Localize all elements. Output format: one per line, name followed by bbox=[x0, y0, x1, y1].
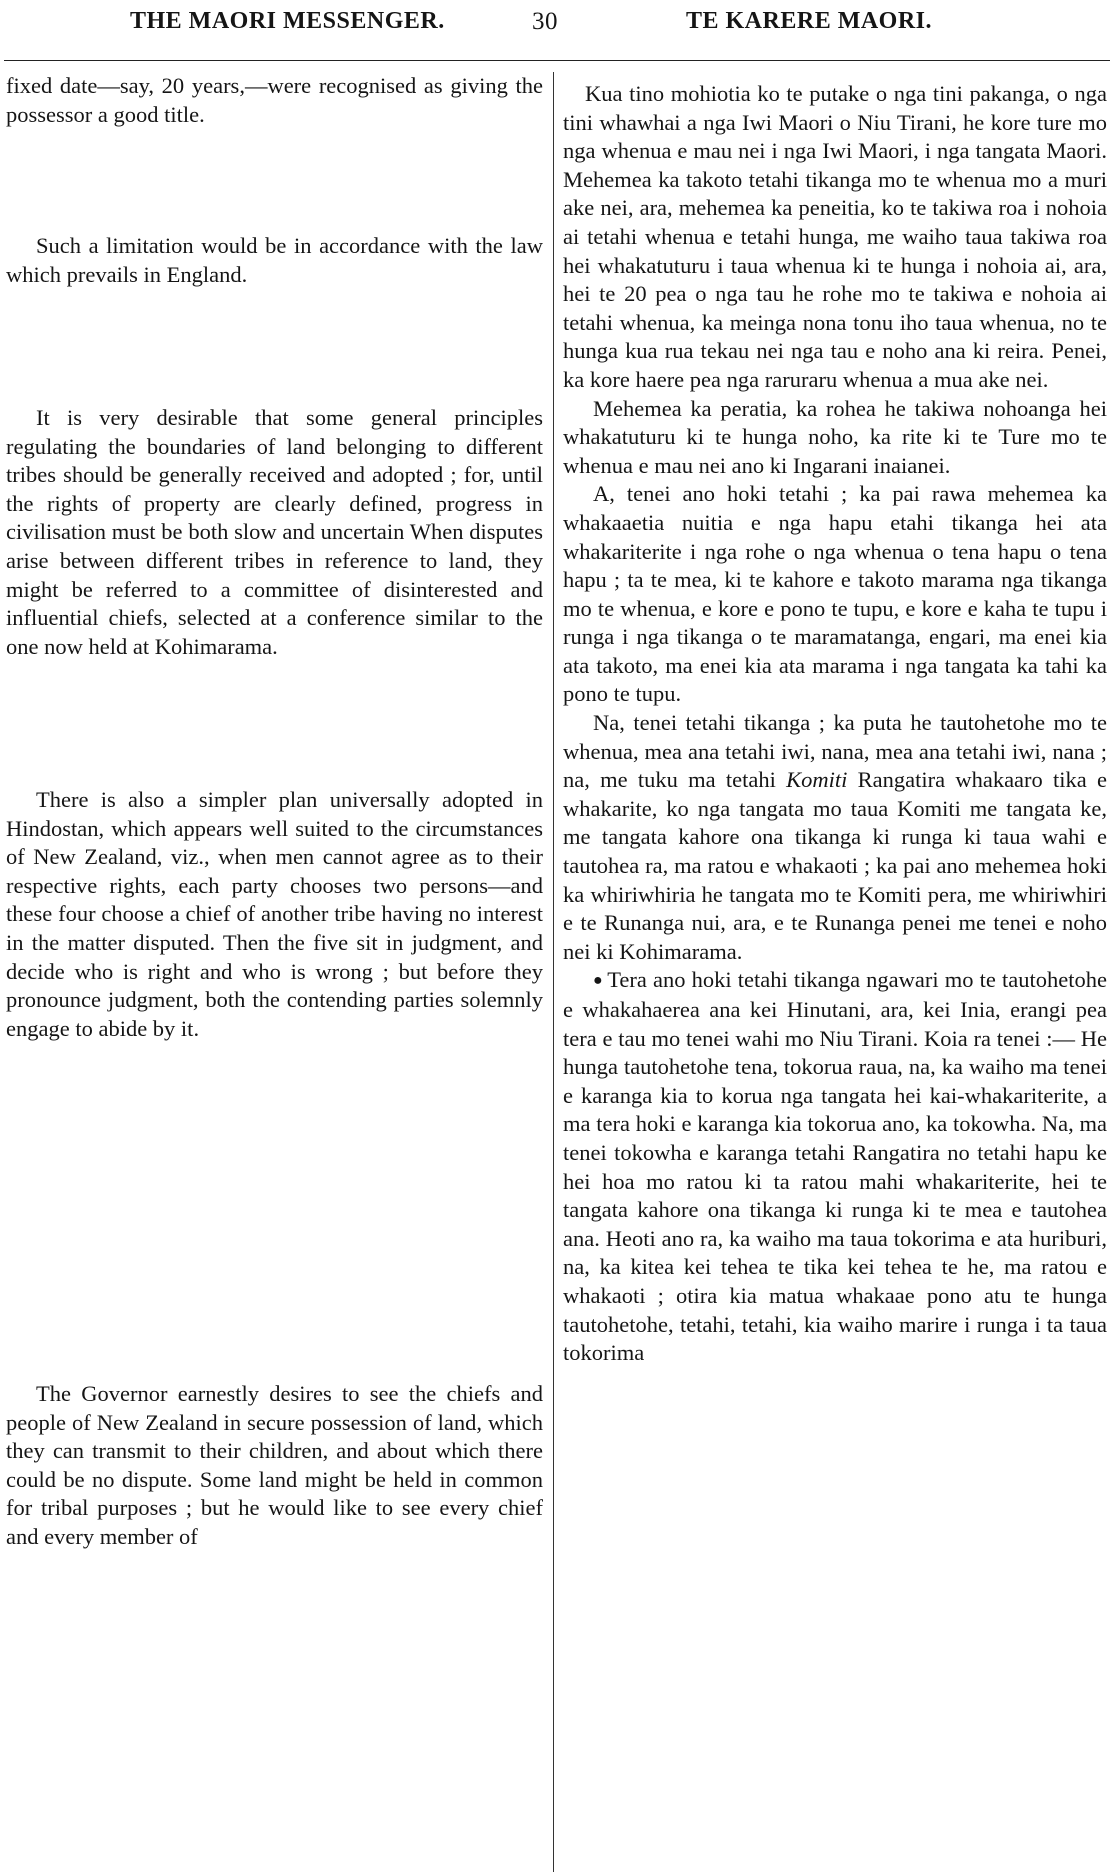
page-number: 30 bbox=[532, 8, 558, 35]
maori-column bbox=[563, 80, 1107, 1870]
maori-paragraph: A, tenei ano hoki tetahi ; ka pai rawa mehemea ka whakaaetia nuitia e nga hapu etahi tikanga hei ata whakariterite i nga rohe o nga whenua o tena hapu o tena hapu ; ta te mea, ki te kahore e takoto marama nga tikanga mo te whenua, e kore e pono te tupu, e kore e kaha te tupu i runga i nga tikanga o te maramatanga, engari, ma enei kia ata takoto, ma enei kia ata marama i nga tangata ka tahi ka pono te tupu. bbox=[563, 481, 1107, 707]
english-paragraph: It is very desirable that some general principles regulating the boundaries of land belonging to different tribes should be generally received and adopted ; for, until the rights of property are clearly defined, progress in civilisation must be both slow and uncertain When disputes arise between different tribes in reference to land, they might be referred to a committee of disinterested and influential chiefs, selected at a conference similar to the one now held at Kohimarama. bbox=[6, 405, 543, 659]
maori-paragraph bbox=[563, 709, 1107, 966]
english-paragraph: The Governor earnestly desires to see the chiefs and people of New Zealand in secure possession of land, which they can transmit to their children, and about which there could be no dispute. Some land might be held in common for tribal purposes ; but he would like to see every chief and every member of bbox=[6, 1381, 543, 1549]
page-header bbox=[0, 0, 1114, 56]
column-divider bbox=[553, 72, 554, 1872]
english-paragraph: Such a limitation would be in accordance with the law which prevails in England. bbox=[6, 233, 543, 287]
english-paragraph: There is also a simpler plan universally adopted in Hindostan, which appears well suited to the circumstances of New Zealand, viz., when men cannot agree as to their respective rights, each party chooses two persons—and these four choose a chief of another tribe having no interest in the matter disputed. Then the five sit in judgment, and decide who is right and who is wrong ; but before they pronounce judgment, both the contending parties solemnly engage to abide by it. bbox=[6, 787, 543, 1041]
bullet-marker-icon: ● bbox=[593, 972, 604, 990]
maori-paragraph: Kua tino mohiotia ko te putake o nga tini pakanga, o nga tini whawhai a nga Iwi Maori o Niu Tirani, he kore ture mo nga whenua e mau nei i nga Iwi Maori, i nga tangata Maori. Mehemea ka takoto tetahi tikanga mo te whenua mo a muri ake nei, ara, mehemea ka peneitia, ko te takiwa roa i nohoia ai tetahi whenua e tetahi hunga, me waiho taua takiwa roa hei whakatuturu i taua whenua ki te hunga i nohoia ai, ara, hei te 20 pea o nga tau he rohe mo te takiwa e nohoia ai tetahi whenua, ka meinga nona tonu iho taua whenua, no te hunga kua rua tekau nei nga tau e noho ana ki reira. Penei, ka kore haere pea nga raruraru whenua a mua ake nei. bbox=[563, 81, 1107, 392]
maori-paragraph bbox=[563, 966, 1107, 1367]
maori-text: Na, tenei tetahi tikanga ; ka puta he tautohetohe mo te whenua, mea ana tetahi iwi, nana, mea ana tetahi iwi, nana ; na, me tuku ma tetahi bbox=[563, 710, 1107, 793]
header-rule bbox=[4, 60, 1110, 61]
komiti-italic: Komiti bbox=[786, 767, 848, 793]
english-paragraph: fixed date—say, 20 years,—were recognised as giving the possessor a good title. bbox=[6, 73, 543, 127]
running-title-maori: TE KARERE MAORI. bbox=[686, 8, 933, 34]
maori-paragraph: Mehemea ka peratia, ka rohea he takiwa nohoanga hei whakatuturu ki te hunga noho, ka rite ki te Ture mo te whenua e mau nei ano ki Ingarani inaianei. bbox=[563, 395, 1107, 478]
maori-text: Rangatira whakaaro tika e whakarite, ko nga tangata mo taua Komiti me tangata ke, me tangata kahore ona tikanga ki runga ki taua wahi e tautohea ra, ma ratou e whakaoti ; ka pai ano mehemea hoki ka whiriwhiria he tangata mo te Komiti pera, me whiriwhiri e te Runanga nui, ara, e te Runanga penei me tenei e noho nei ki Kohimarama. bbox=[563, 767, 1108, 964]
english-column bbox=[6, 73, 543, 1870]
maori-text: Tera ano hoki tetahi tikanga ngawari mo te tautohetohe e whakahaerea ana kei Hinutani, ara, kei Inia, erangi pea tera e tau mo tenei wahi mo Niu Tirani. Koia ra tenei :— He hunga tautohetohe tena, tokorua raua, na, ka waiho ma tenei e karanga kia to korua nga tangata hei kai-whakariterite, a ma tera hoki e karanga kia tokorua ano, ka tokowha. Na, ma tenei tokowha e karanga tetahi Rangatira no tetahi hapu ke hei hoa mo ratou ki ta ratou mahi whakariterite, hei te tangata kahore ona tikanga ki runga ki te mea e tautohea ana. Heoti ano ra, ka waiho ma taua tokorima e ata huriburi, na, ka kitea kei tehea te tika kei tehea te he, ma ratou e whakaoti ; otira kia matua whakaae pono atu te hunga tautohetohe, tetahi, tetahi, kia waiho marire i runga i ta taua tokorima bbox=[563, 967, 1108, 1366]
running-title-english: THE MAORI MESSENGER. bbox=[130, 8, 445, 34]
